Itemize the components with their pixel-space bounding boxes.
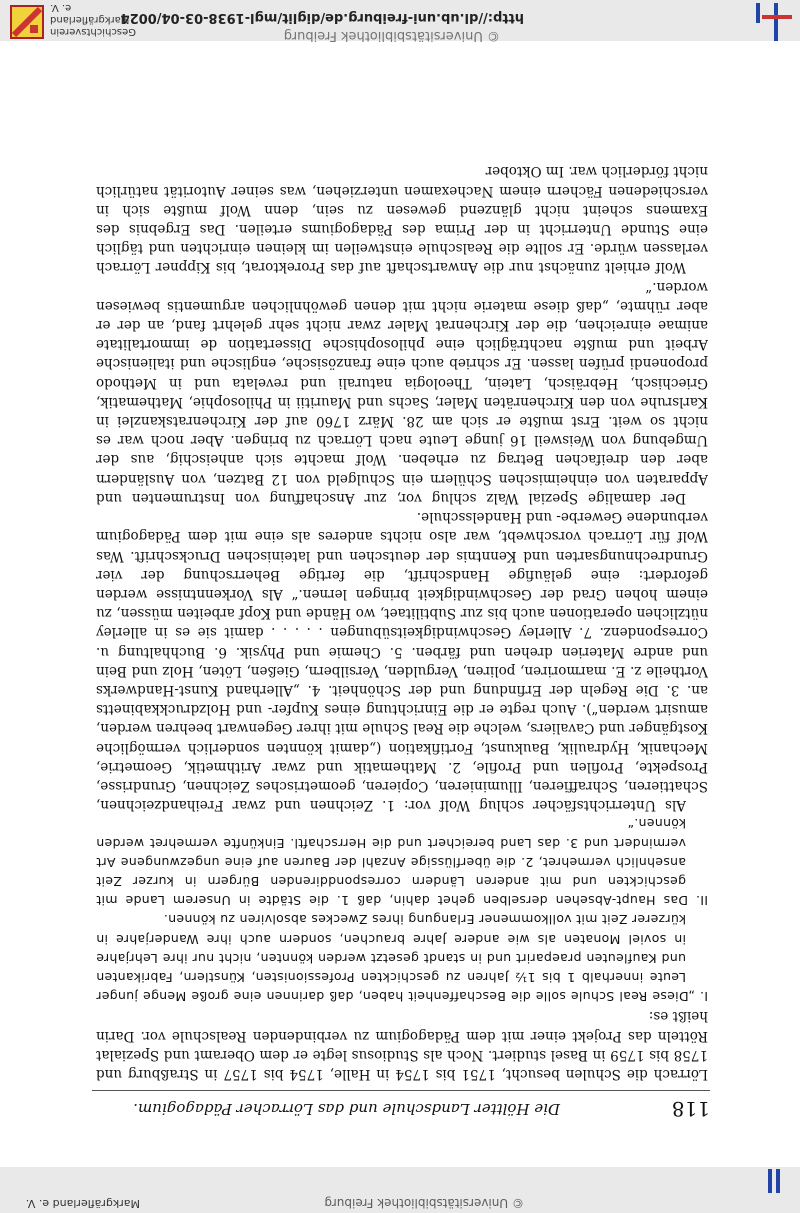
footer-library-credit: © Universitätsbibliothek Freiburg — [283, 28, 500, 43]
quote-item-1: I. „Diese Real Schule solle die Beschaffenheit haben, daß darinnen eine große Menge junger Leute innerhalb 1 bis 1½ Jahren zu geschickten Professionisten, Künstlern, Fabrikanten und Kaufleuten praeparirt und in standt gesetzt werden könnten, nicht nur ihre Lehrjahre in soviel Monaten als wie andere Jahre brauchen, sondern auch ihre Wanderjahre in kürzerer Zeit mit vollkommener Erlangung ihres Zweckes absolviren zu können. — [96, 912, 708, 1005]
header-bar — [0, 1167, 800, 1213]
running-header — [90, 1093, 710, 1121]
header-blue-mark-2 — [768, 1169, 772, 1193]
blue-mark-icon — [756, 3, 760, 23]
project-quote — [96, 814, 708, 1006]
society-line-1: Geschichtsverein — [50, 26, 136, 37]
paragraph: Lörrach die Schulen besucht, 1751 bis 1754 in Halle, 1754 bis 1757 in Straßburg und 1758 bis 1759 in Basel studiert. Noch als Studiosus legte er dem Oberamt und Spezialat Rötteln das Projekt einer mit dem Pädagogium zu verbindenden Realschule vor. Darin heißt es: — [96, 1008, 708, 1082]
page-number: 118 — [671, 1097, 710, 1121]
paragraph: Der damalige Spezial Walz schlug vor, zur Anschaffung von Instrumenten und Apparaten von einheimischen Schülern ein Schulgeld von 12 Batzen, von Ausländern aber den dreifachen Betrag zu erheben. Wolf machte sich anheischig, aus der Umgebung von Weisweil 16 junge Leute nach Lörrach zu bringen. Aber noch war es nicht so weit. Erst mußte er sich am 28. März 1760 auf der Kirchenratskanzlei in Karlsruhe von den Kirchenräten Maler, Sachs und Mauritii in Philosophie, Mathematik, Griechisch, Hebräisch, Latein, Theologia naturali und revelata und in Methodo proponendi prüfen lassen. Er schrieb auch eine französische, englische und italienische Arbeit und mußte nachträglich eine philosophische Dissertation de immortalitate animae einreichen, die der Kirchenrat Maler zwar nicht sehr gelehrt fand, an der er aber rühmte, „daß diese materie nicht mit denen gewöhnlichen argumentis bewiesen worden.“ — [96, 278, 708, 506]
paragraph: Als Unterrichtsfächer schlug Wolf vor: 1. Zeichnen und zwar Freihandzeichnen, Schattieren, Schraffieren, Illuminieren, Copieren, geometrisches Zeichnen, Grundrisse, Prospekte, Profilen und Profile, 2. Mathematik und zwar Arithmetik, Geometrie, Mechanik, Hydraulik, Baukunst, Fortifikation („damit könnten sonderlich vermögliche Kostgänger und Cavaliers, welche die Real Schule mit ihrer Gegenwart beehren werden, amusirt werden“). Auch regte er die Einrichtung eines Kupfer- und Holzdruckkabinetts an. 3. Die Regeln der Erfindung und der Schönheit. 4. „Allerhand Kunst-Handwerks Vortheile z. E. marmoriren, poliren, Vergulden, Versilbern, Gießen, Löten, Holz und Bein und andre Materien drehen und färben. 5. Chemie und Physik. 6. Buchhaltung u. Correspondenz. 7. Allerley Geschwindigkeitsübungen . . . . . damit sie es in allerley nützlichen operationen auch bis zur Subtilitaet, wo Hände und Kopf arbeiten müssen, zu einem hohen Grad der Geschwindigkeit bringen lernen.“ Als Vorkenntnisse werden gefordert: eine geläufige Handschrift, die fertige Beherrschung der vier Grundrechnungsarten und Kenntnis der deutschen und lateinischen Druckschrift. Was Wolf für Lörrach vorschwebt, war also nichts anderes als eine mit dem Pädagogium verbundene Gewerbe- und Handelsschule. — [96, 509, 708, 814]
source-url-link[interactable]: http://dl.ub.uni-freiburg.de/diglit/mgl-1938-03-04/0024 — [120, 10, 524, 25]
header-society: Markgräflerland e. V. — [25, 1197, 140, 1210]
header-blue-mark — [776, 1169, 780, 1193]
body-text — [96, 131, 708, 1083]
quote-item-2: II. Das Haupt-Absehen derselben gehet dahin, daß 1. die Städte in Unserem Lande mit geschickten und mit anderen Ländern corresponddirenden Bürgern in kurzer Zeit ansehnlich vermehret, 2. die überflüssige Anzahl der Bauren auf eine ungezwungene Art vermindert und 3. das Land bereichert und die Herrschaftl. Einkünfte vermehret werden können.“ — [96, 816, 708, 909]
footer-bar — [0, 0, 800, 41]
society-name — [50, 1, 140, 37]
paragraph: Wolf erhielt zunächst nur die Anwartschaft auf das Prorektorat, bis Kippner Lörrach verlassen würde. Er sollte die Realschule einstweilen im kleinen einrichten und täglich eine Stunde Unterricht in der Prima des Pädagogiums erteilen. Das Ergebnis des Examens scheint nicht glänzend gewesen zu sein, denn Wolf mußte sich in verschiedenen Fächern einem Nachexamen unterziehen, was seiner Autorität natürlich nicht förderlich war. Im Oktober — [96, 163, 708, 276]
society-line-2: Markgräflerland e. V. — [50, 2, 130, 25]
header-library-credit: © Universitätsbibliothek Freiburg — [324, 1196, 524, 1210]
header-rule — [92, 1090, 710, 1091]
red-bar-icon — [762, 15, 792, 19]
running-head-title: Die Höltter Landschule und das Lörracher Pädagogium. — [133, 1100, 560, 1118]
society-logo-icon — [12, 7, 44, 39]
blue-cross-icon — [774, 3, 778, 41]
